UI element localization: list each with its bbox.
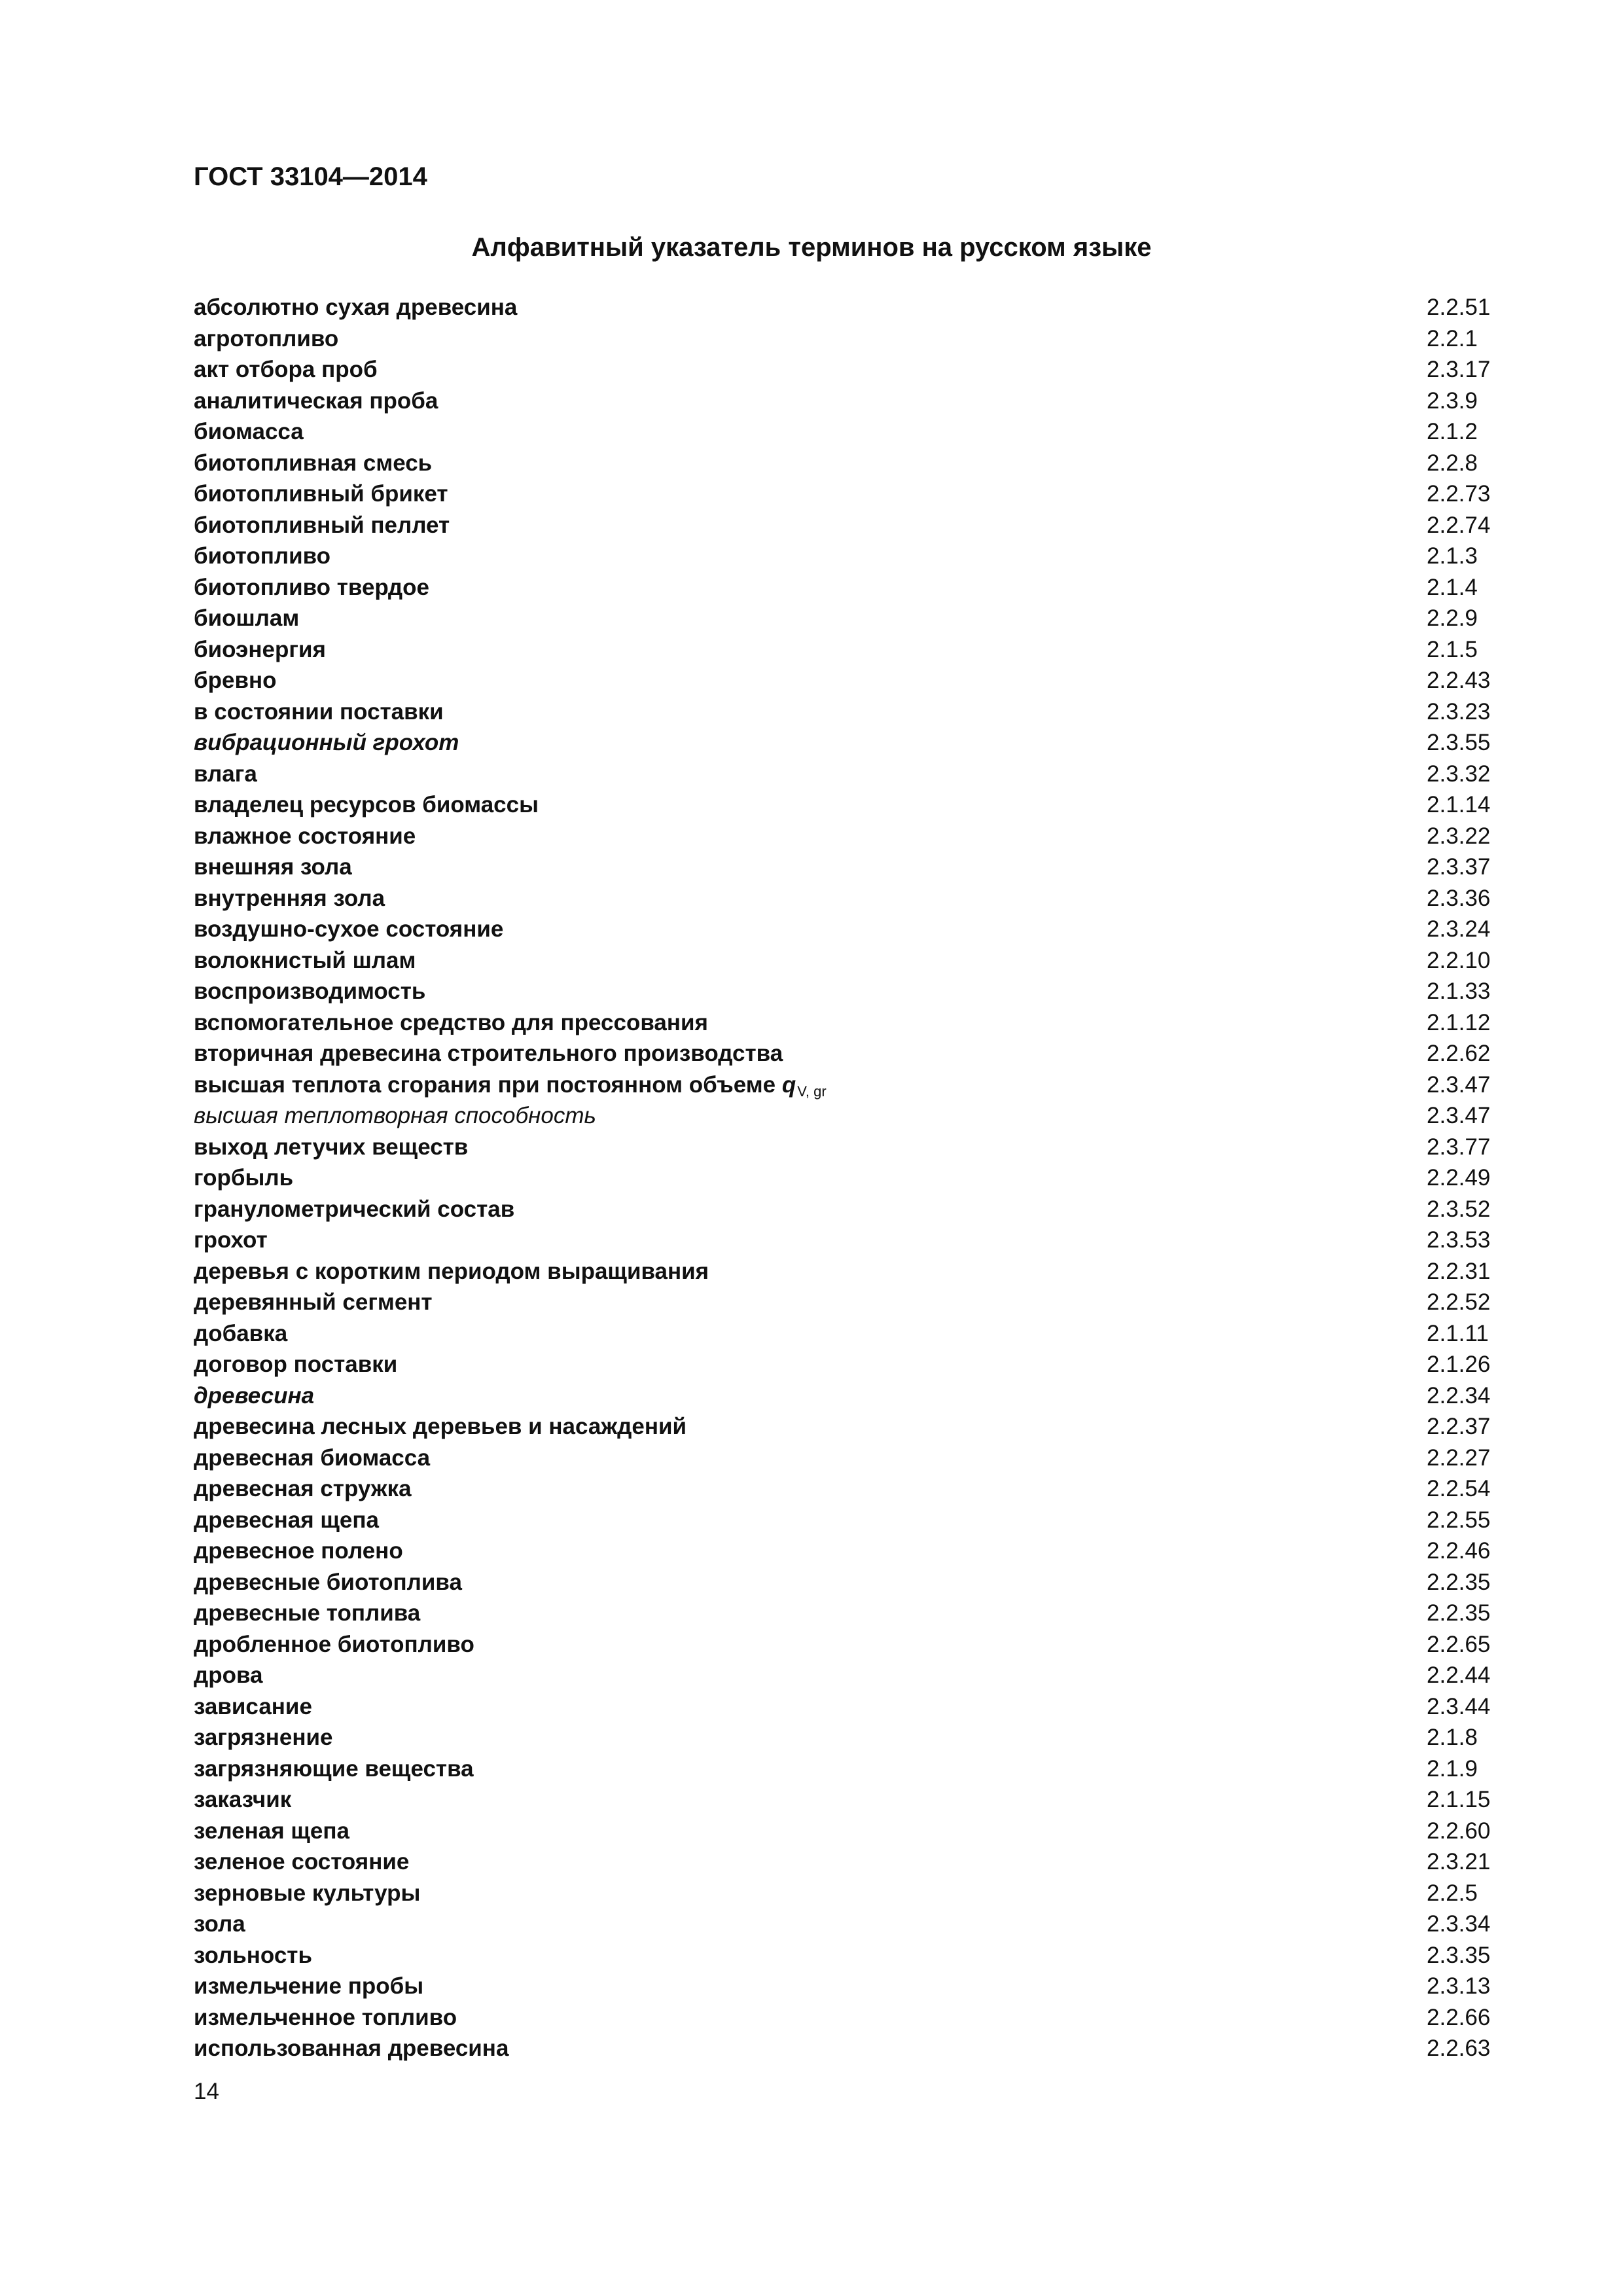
index-entry — [194, 1660, 1509, 1691]
index-entry — [194, 541, 1509, 572]
index-term — [194, 416, 304, 448]
index-entry — [194, 1380, 1509, 1412]
index-term — [194, 386, 438, 417]
index-term — [194, 1567, 462, 1598]
index-term — [194, 603, 299, 634]
index-term — [194, 1256, 709, 1287]
index-term — [194, 1380, 314, 1412]
index-term-text: добавка — [194, 1320, 288, 1346]
index-entry — [194, 1256, 1509, 1287]
index-term — [194, 634, 326, 666]
index-term-text: использованная древесина — [194, 2036, 509, 2061]
index-term — [194, 1318, 287, 1350]
index-term — [194, 1909, 245, 1940]
index-reference: 2.3.24 — [1427, 916, 1491, 942]
index-entry — [194, 1318, 1509, 1350]
index-term — [194, 1443, 430, 1474]
index-term-text: биошлам — [194, 605, 300, 631]
index-term — [194, 323, 338, 355]
index-entry — [194, 1691, 1509, 1723]
index-term-text: деревянный сегмент — [194, 1289, 433, 1315]
index-entry — [194, 1753, 1509, 1785]
index-reference: 2.2.34 — [1427, 1382, 1491, 1408]
index-entry — [194, 821, 1509, 852]
index-term-text: горбыль — [194, 1165, 294, 1191]
index-term-text: внешняя зола — [194, 854, 352, 880]
term-index-list — [194, 292, 1509, 2064]
index-term-text: загрязняющие вещества — [194, 1755, 474, 1782]
index-term-text: грохот — [194, 1227, 268, 1253]
index-reference: 2.2.55 — [1427, 1507, 1491, 1533]
index-term — [194, 1473, 412, 1505]
index-reference: 2.2.5 — [1427, 1880, 1478, 1906]
index-entry — [194, 696, 1509, 728]
index-term-text: биотопливо — [194, 543, 331, 569]
index-entry — [194, 1940, 1509, 1971]
index-term — [194, 572, 429, 603]
index-term-text: биотопливный пеллет — [194, 512, 450, 538]
index-term-text: древесная щепа — [194, 1507, 379, 1533]
index-term — [194, 2033, 508, 2064]
index-reference: 2.2.62 — [1427, 1041, 1491, 1066]
index-reference: 2.3.36 — [1427, 885, 1491, 911]
index-term-text: владелец ресурсов биомассы — [194, 792, 539, 817]
index-term — [194, 1349, 397, 1380]
index-entry — [194, 510, 1509, 541]
index-term — [194, 1132, 468, 1163]
index-term-text: волокнистый шлам — [194, 947, 416, 973]
index-term-text: измельчение пробы — [194, 1973, 424, 1999]
index-term-text: гранулометрический состав — [194, 1196, 515, 1222]
index-reference: 2.3.44 — [1427, 1693, 1491, 1719]
index-term — [194, 1629, 474, 1660]
index-term-text: биотопливо твердое — [194, 574, 429, 600]
index-entry — [194, 2033, 1509, 2064]
index-reference: 2.1.8 — [1427, 1725, 1478, 1750]
index-term — [194, 478, 448, 510]
index-term-text: выход летучих веществ — [194, 1134, 469, 1160]
index-term-text: зола — [194, 1911, 245, 1937]
index-reference: 2.1.33 — [1427, 978, 1491, 1004]
index-reference: 2.2.66 — [1427, 2004, 1491, 2030]
index-term-text: влажное состояние — [194, 823, 416, 849]
index-reference: 2.3.35 — [1427, 1942, 1491, 1968]
index-entry — [194, 1194, 1509, 1225]
index-entry — [194, 1784, 1509, 1816]
index-term — [194, 914, 503, 945]
index-reference: 2.3.13 — [1427, 1973, 1491, 1999]
index-entry — [194, 1846, 1509, 1878]
index-term — [194, 1660, 263, 1691]
index-reference: 2.3.9 — [1427, 387, 1478, 414]
index-term-text: бревно — [194, 668, 277, 693]
index-reference: 2.2.63 — [1427, 2036, 1491, 2061]
index-reference: 2.2.65 — [1427, 1631, 1491, 1657]
index-entry — [194, 1349, 1509, 1380]
index-reference: 2.3.37 — [1427, 854, 1491, 880]
index-term — [194, 727, 459, 759]
index-reference: 2.1.4 — [1427, 574, 1478, 600]
index-entry — [194, 1007, 1509, 1039]
index-term-text: измельченное топливо — [194, 2004, 457, 2030]
index-term-text: зольность — [194, 1942, 312, 1968]
index-reference: 2.2.1 — [1427, 325, 1478, 351]
index-term — [194, 1753, 474, 1785]
index-entry — [194, 883, 1509, 914]
index-term-subscript: V, gr — [797, 1083, 827, 1100]
index-reference: 2.2.8 — [1427, 450, 1478, 476]
index-reference: 2.1.5 — [1427, 636, 1478, 662]
index-entry — [194, 759, 1509, 790]
index-term — [194, 1038, 783, 1069]
index-term — [194, 1505, 379, 1536]
index-term-text: вибрационный грохот — [194, 730, 459, 755]
index-reference: 2.1.11 — [1427, 1320, 1489, 1346]
index-entry — [194, 1598, 1509, 1629]
index-term-text: зеленая щепа — [194, 1818, 349, 1844]
index-term-text: древесная биомасса — [194, 1444, 431, 1471]
index-entry — [194, 1909, 1509, 1940]
index-reference: 2.2.46 — [1427, 1538, 1491, 1564]
index-reference: 2.3.55 — [1427, 730, 1491, 755]
index-entry — [194, 1505, 1509, 1536]
index-reference: 2.3.21 — [1427, 1849, 1491, 1874]
index-reference: 2.3.34 — [1427, 1911, 1491, 1937]
index-entry — [194, 1100, 1509, 1132]
index-entry — [194, 976, 1509, 1007]
index-term-text: договор поставки — [194, 1352, 398, 1377]
index-term-text: древесина лесных деревьев и насаждений — [194, 1414, 687, 1439]
index-term-text: древесные топлива — [194, 1600, 421, 1626]
index-entry — [194, 665, 1509, 696]
index-term — [194, 1287, 433, 1318]
index-term — [194, 821, 416, 852]
index-entry — [194, 1162, 1509, 1194]
index-term — [194, 1100, 596, 1132]
index-term — [194, 541, 330, 572]
index-reference: 2.2.9 — [1427, 605, 1478, 631]
index-term-text: дробленное биотопливо — [194, 1631, 474, 1657]
index-entry — [194, 1225, 1509, 1256]
index-reference: 2.1.14 — [1427, 792, 1491, 817]
index-term-text: зеленое состояние — [194, 1849, 410, 1874]
index-entry — [194, 914, 1509, 945]
document-code: ГОСТ 33104—2014 — [194, 162, 427, 191]
index-reference: 2.3.47 — [1427, 1103, 1491, 1128]
index-reference: 2.1.12 — [1427, 1009, 1491, 1035]
index-entry — [194, 1038, 1509, 1069]
index-term — [194, 852, 352, 883]
index-reference: 2.2.49 — [1427, 1165, 1491, 1191]
index-term-text: деревья с коротким периодом выращивания — [194, 1258, 709, 1284]
index-reference: 2.2.35 — [1427, 1569, 1491, 1595]
index-reference: 2.3.32 — [1427, 761, 1491, 787]
index-term-text: древесное полено — [194, 1538, 403, 1564]
index-reference: 2.3.52 — [1427, 1196, 1491, 1222]
index-term — [194, 1411, 687, 1443]
index-reference: 2.2.27 — [1427, 1444, 1491, 1471]
index-reference: 2.2.73 — [1427, 481, 1491, 507]
index-entry — [194, 1069, 1509, 1101]
index-reference: 2.2.43 — [1427, 668, 1491, 693]
index-term — [194, 1225, 268, 1256]
index-term — [194, 1722, 332, 1753]
index-term-text: высшая теплота сгорания при постоянном объеме — [194, 1071, 776, 1098]
index-term — [194, 510, 450, 541]
index-term-text: аналитическая проба — [194, 387, 438, 414]
index-entry — [194, 1132, 1509, 1163]
index-reference: 2.3.22 — [1427, 823, 1491, 849]
index-term-text: акт отбора проб — [194, 357, 378, 382]
index-term-text: биотопливный брикет — [194, 481, 448, 507]
index-entry — [194, 478, 1509, 510]
index-term-text: влага — [194, 761, 257, 787]
index-term-text: в состоянии поставки — [194, 698, 444, 725]
index-reference: 2.2.37 — [1427, 1414, 1491, 1439]
index-term-text: биотопливная смесь — [194, 450, 433, 476]
index-term-text: внутренняя зола — [194, 885, 385, 911]
index-entry — [194, 789, 1509, 821]
index-entry — [194, 448, 1509, 479]
index-term — [194, 1691, 312, 1723]
index-reference: 2.3.77 — [1427, 1134, 1491, 1160]
index-entry — [194, 323, 1509, 355]
page-number: 14 — [194, 2079, 219, 2104]
index-term — [194, 1194, 514, 1225]
index-entry — [194, 386, 1509, 417]
index-term — [194, 1816, 349, 1847]
index-term — [194, 1535, 403, 1567]
index-term — [194, 2002, 457, 2034]
index-entry — [194, 1473, 1509, 1505]
index-term-text: загрязнение — [194, 1725, 333, 1750]
index-term — [194, 976, 425, 1007]
index-term — [194, 1846, 409, 1878]
index-term-text: абсолютно сухая древесина — [194, 295, 518, 320]
index-reference: 2.3.47 — [1427, 1071, 1491, 1098]
index-term — [194, 759, 257, 790]
index-reference: 2.1.2 — [1427, 419, 1478, 444]
index-term — [194, 883, 385, 914]
index-reference: 2.3.17 — [1427, 357, 1491, 382]
index-entry — [194, 354, 1509, 386]
index-term — [194, 1007, 708, 1039]
index-entry — [194, 1535, 1509, 1567]
index-term — [194, 1784, 291, 1816]
index-term — [194, 1940, 312, 1971]
index-entry — [194, 1567, 1509, 1598]
index-entry — [194, 1287, 1509, 1318]
index-reference: 2.3.23 — [1427, 698, 1491, 725]
index-term — [194, 665, 277, 696]
index-term — [194, 696, 444, 728]
index-term — [194, 789, 539, 821]
index-term — [194, 1598, 420, 1629]
index-term — [194, 1162, 293, 1194]
index-entry — [194, 292, 1509, 323]
index-title: Алфавитный указатель терминов на русском языке — [471, 233, 1152, 262]
index-entry — [194, 1816, 1509, 1847]
index-reference: 2.2.74 — [1427, 512, 1491, 538]
index-entry — [194, 1411, 1509, 1443]
index-term-text: дрова — [194, 1662, 263, 1688]
index-entry — [194, 572, 1509, 603]
index-term — [194, 945, 416, 977]
index-entry — [194, 852, 1509, 883]
index-reference: 2.2.51 — [1427, 295, 1491, 320]
index-reference: 2.1.15 — [1427, 1787, 1491, 1812]
index-term — [194, 1878, 420, 1909]
index-entry — [194, 2002, 1509, 2034]
index-term — [194, 448, 432, 479]
index-reference: 2.2.60 — [1427, 1818, 1491, 1844]
index-term-text: зависание — [194, 1693, 312, 1719]
index-term — [194, 354, 378, 386]
index-term-symbol: q — [781, 1071, 796, 1098]
index-entry — [194, 727, 1509, 759]
index-entry — [194, 416, 1509, 448]
index-entry — [194, 1722, 1509, 1753]
index-term-text: высшая теплотворная способность — [194, 1103, 596, 1128]
index-term — [194, 1971, 423, 2002]
index-term-text: биомасса — [194, 419, 304, 444]
index-entry — [194, 945, 1509, 977]
index-term-text: воспроизводимость — [194, 978, 426, 1004]
index-reference: 2.2.54 — [1427, 1476, 1491, 1501]
index-term-text: агротопливо — [194, 325, 339, 351]
index-term-text: древесина — [194, 1382, 315, 1408]
index-reference: 2.3.53 — [1427, 1227, 1491, 1253]
index-term-text: древесная стружка — [194, 1476, 412, 1501]
index-entry — [194, 603, 1509, 634]
index-entry — [194, 1878, 1509, 1909]
index-reference: 2.2.10 — [1427, 947, 1491, 973]
index-term-text: заказчик — [194, 1787, 292, 1812]
index-reference: 2.1.9 — [1427, 1755, 1478, 1782]
index-reference: 2.2.31 — [1427, 1258, 1491, 1284]
index-reference: 2.2.44 — [1427, 1662, 1491, 1688]
index-term-text: зерновые культуры — [194, 1880, 421, 1906]
index-term-text: вспомогательное средство для прессования — [194, 1009, 708, 1035]
index-term — [194, 292, 517, 323]
index-term-text: биоэнергия — [194, 636, 326, 662]
index-entry — [194, 1629, 1509, 1660]
index-reference: 2.1.3 — [1427, 543, 1478, 569]
index-entry — [194, 1443, 1509, 1474]
index-entry — [194, 634, 1509, 666]
index-reference: 2.2.35 — [1427, 1600, 1491, 1626]
index-term-text: древесные биотоплива — [194, 1569, 462, 1595]
index-reference: 2.2.52 — [1427, 1289, 1491, 1315]
index-term-text: воздушно-сухое состояние — [194, 916, 504, 942]
index-term-text: вторичная древесина строительного производства — [194, 1041, 783, 1066]
index-entry — [194, 1971, 1509, 2002]
index-reference: 2.1.26 — [1427, 1352, 1491, 1377]
